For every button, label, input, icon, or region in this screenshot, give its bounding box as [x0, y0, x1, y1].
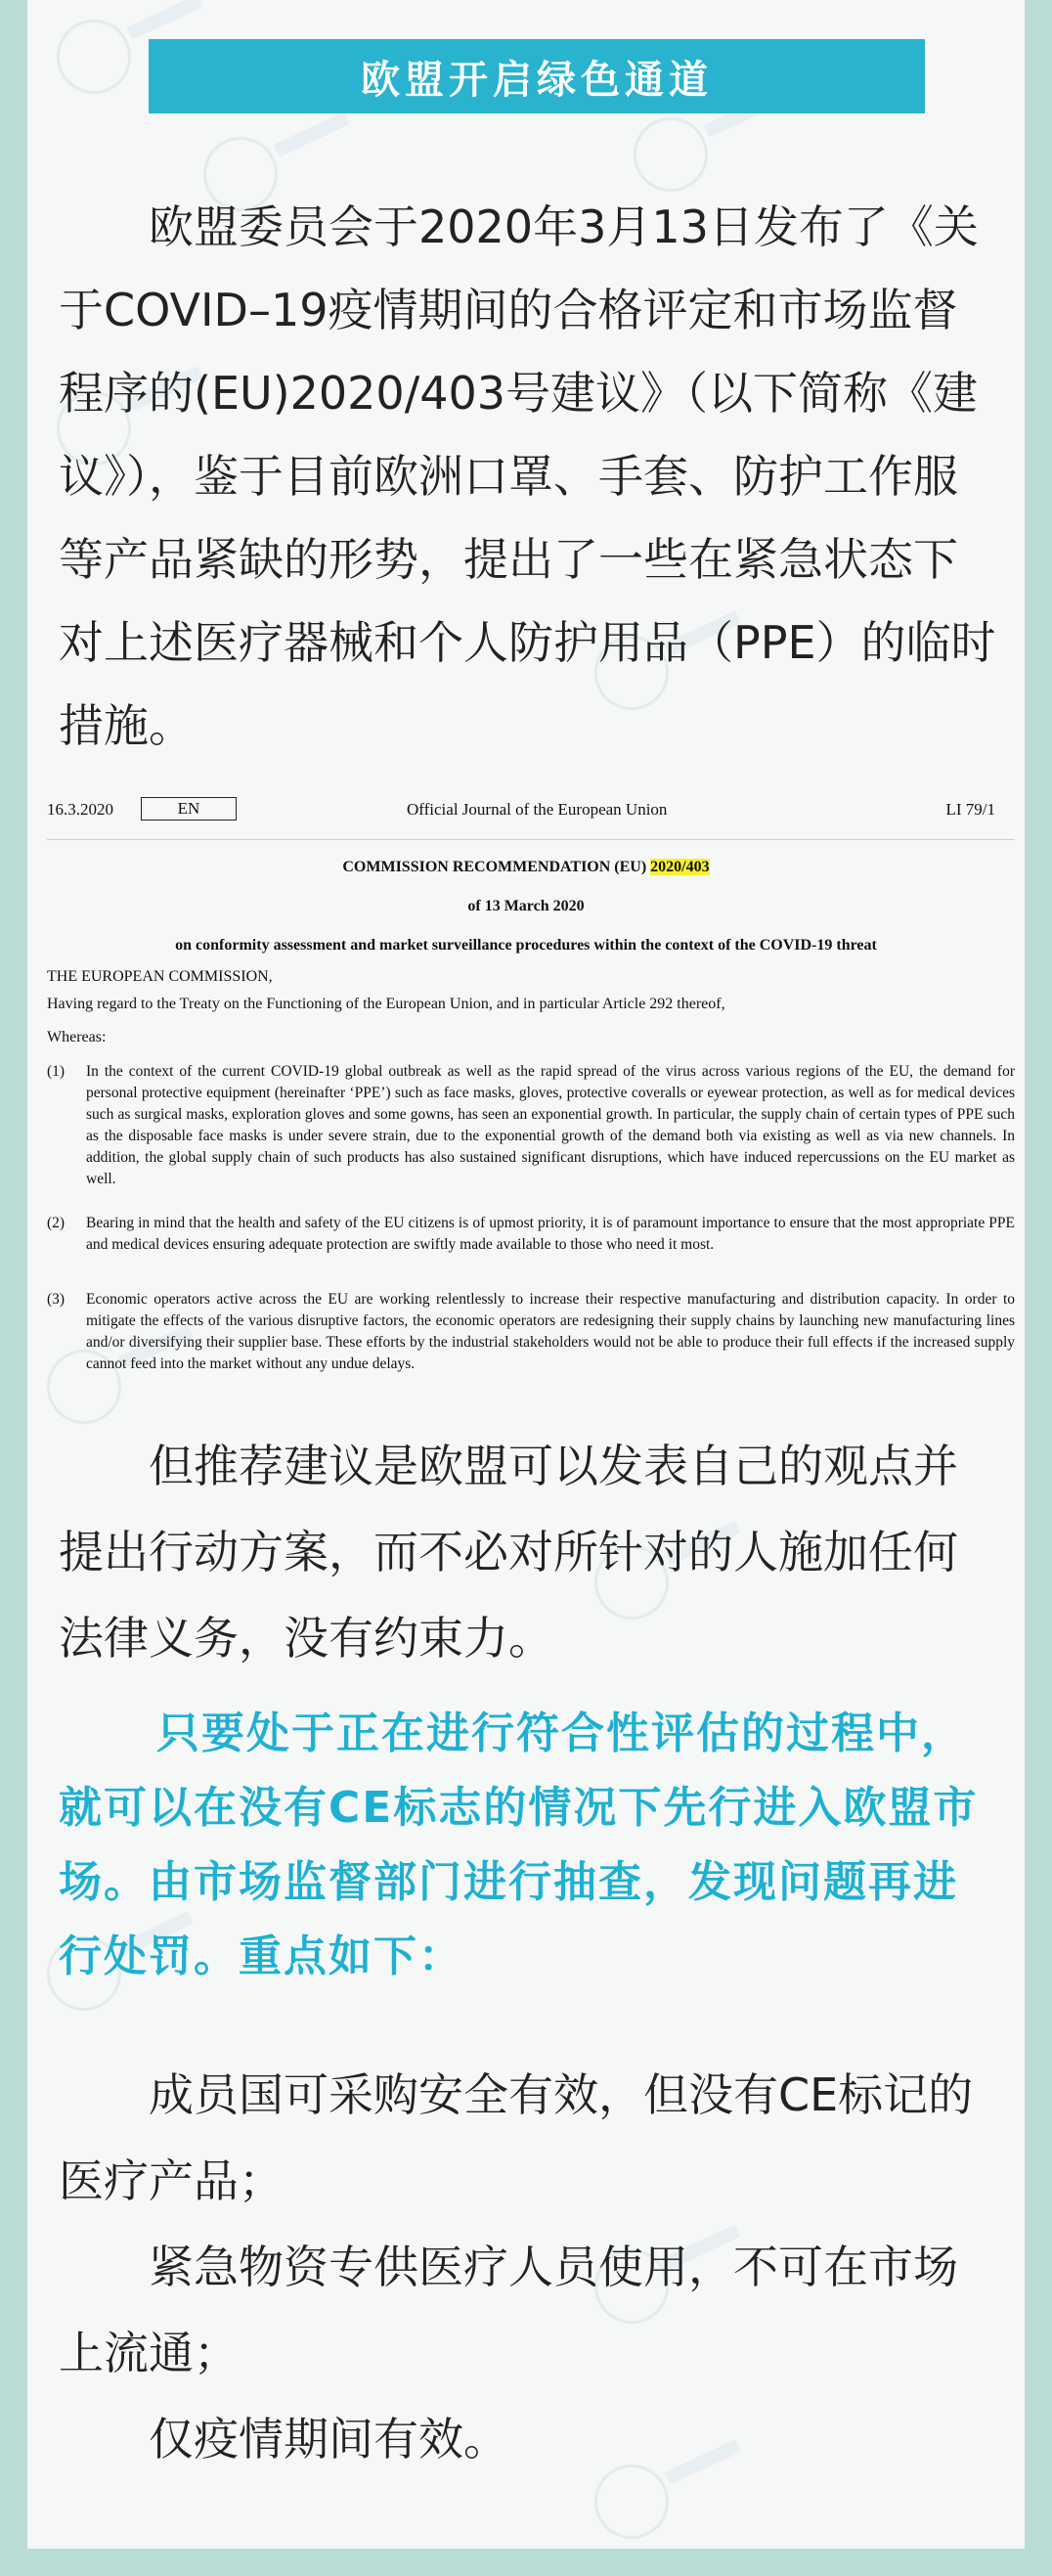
key-point-text: 仅疫情期间有效。: [149, 2413, 508, 2465]
doc-item: [47, 1289, 1015, 1375]
doc-date: 16.3.2020: [47, 800, 113, 819]
key-point-text: 紧急物资专供医疗人员使用，不可在市场上流通；: [59, 2241, 958, 2379]
doc-issuer: THE EUROPEAN COMMISSION,: [47, 968, 273, 985]
doc-language-box: EN: [141, 797, 237, 821]
intro-text: 欧盟委员会于2020年3月13日发布了《关于COVID–19疫情期间的合格评定和市场监督程序的(EU)2020/403号建议》（以下简称《建议》），鉴于目前欧洲口罩、手套、防护工作服等产品紧缺的形势，提出了一些在紧急状态下对上述医疗器械和个人防护用品（PPE）的临时措施。: [59, 200, 996, 752]
content-card: [27, 0, 1025, 2549]
doc-item: [47, 1061, 1015, 1190]
doc-regard: Having regard to the Treaty on the Functioning of the European Union, and in particular Article 292 thereof,: [47, 996, 725, 1012]
doc-item-text: In the context of the current COVID-19 global outbreak as well as the rapid spread of the virus across various regions of the EU, the demand for personal protective equipment (hereinafter ‘PPE’) such as face masks, gloves, protective coveralls or eyewear protection, as well as for medical devices such as surgical masks, exploration gloves and some gowns, has seen an exponential growth. In particular, the supply chain of certain types of PPE such as the disposable face masks is under severe strain, due to the exponential growth of the demand both via existing as well as via new channels. In addition, the global supply chain of such products has also sustained significant disruptions, which have induced repercussions on the EU market as well.: [86, 1063, 1015, 1187]
section-banner: 欧盟开启绿色通道: [149, 39, 925, 113]
key-point: [59, 2052, 999, 2224]
highlight-paragraph: [59, 1697, 999, 1994]
doc-item-text: Bearing in mind that the health and safety of the EU citizens is of upmost priority, it is of paramount importance to ensure that the most appropriate PPE and medical devices ensuring adequate protection are swiftly made available to those who need it most.: [86, 1215, 1015, 1253]
doc-item-number: (3): [47, 1291, 66, 1308]
doc-title-prefix: COMMISSION RECOMMENDATION (EU): [342, 859, 651, 875]
doc-journal: Official Journal of the European Union: [407, 800, 668, 819]
note-text: 但推荐建议是欧盟可以发表自己的观点并提出行动方案，而不必对所针对的人施加任何法律义务，没有约束力。: [59, 1440, 958, 1665]
doc-title-highlight: 2020/403: [650, 859, 710, 875]
key-points: [59, 2052, 999, 2482]
doc-date-line: of 13 March 2020: [467, 898, 585, 914]
doc-item-text: Economic operators active across the EU are working relentlessly to increase their respective manufacturing and distribution capacity. In order to mitigate the effects of the various disruptive factors, the economic operators are redesigning their supply chains by launching new manufacturing lines and/or diversifying their supplier base. These efforts by the industrial stakeholders would not be able to produce their full effects if the increased supply cannot feed into the market without any undue delays.: [86, 1291, 1015, 1372]
doc-item-number: (1): [47, 1063, 66, 1080]
highlight-text: 只要处于正在进行符合性评估的过程中，就可以在没有CE标志的情况下先行进入欧盟市场。由市场监督部门进行抽查，发现问题再进行处罚。重点如下：: [59, 1709, 979, 1981]
doc-item-number: (2): [47, 1215, 66, 1231]
doc-whereas: Whereas:: [47, 1029, 107, 1045]
document-excerpt: [47, 782, 1025, 1389]
doc-title: [47, 859, 1005, 876]
doc-divider: [47, 839, 1015, 840]
key-point: [59, 2224, 999, 2396]
note-paragraph: [59, 1423, 999, 1681]
key-point: [59, 2396, 999, 2482]
watermark-icon: [45, 8, 144, 107]
doc-page-ref: LI 79/1: [945, 800, 995, 819]
key-point-text: 成员国可采购安全有效，但没有CE标记的医疗产品；: [59, 2068, 974, 2207]
document-header: [47, 782, 1005, 822]
doc-subject: on conformity assessment and market surveillance procedures within the context of the COVID-19 threat: [175, 937, 877, 954]
doc-item: [47, 1213, 1015, 1256]
intro-paragraph: [59, 186, 999, 768]
